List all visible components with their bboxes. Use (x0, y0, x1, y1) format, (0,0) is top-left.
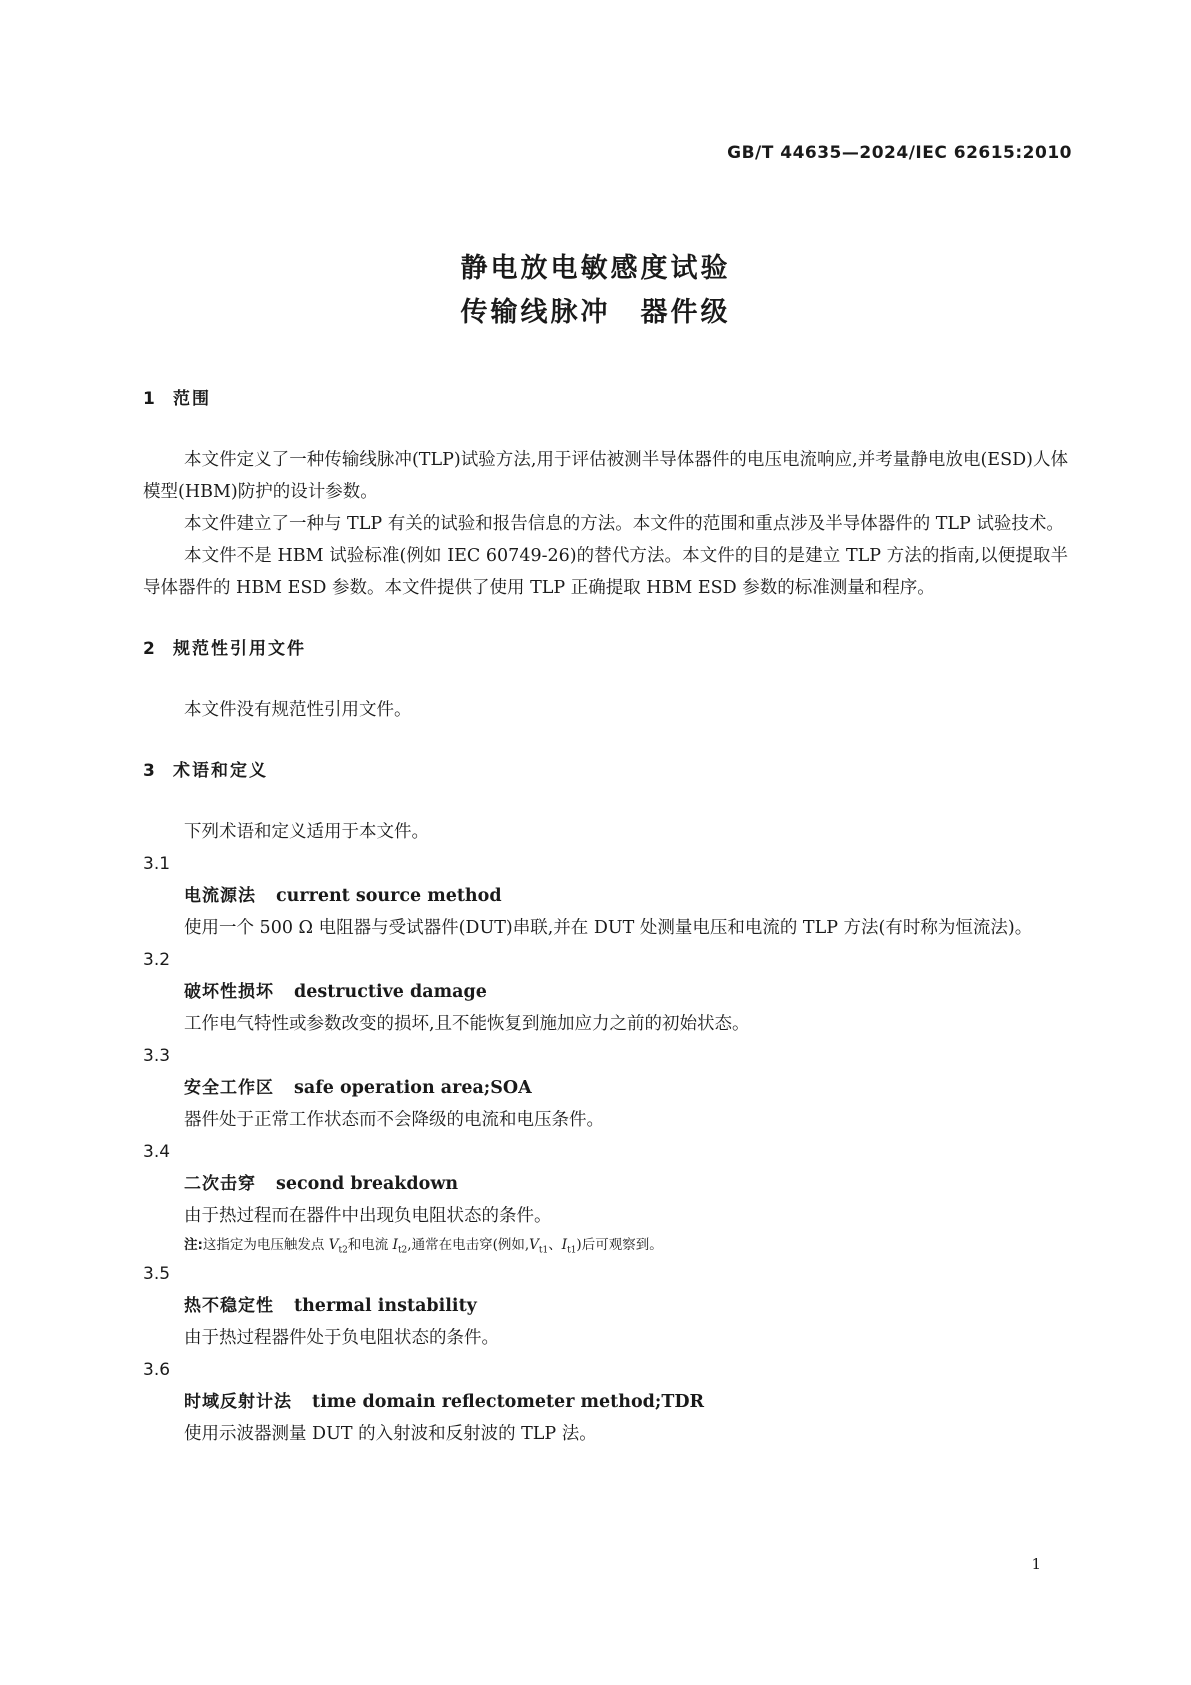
note-var: V (328, 1237, 339, 1253)
term-chinese: 破坏性损坏 (184, 982, 274, 1002)
term-heading (143, 880, 1068, 912)
term-chinese: 安全工作区 (184, 1078, 274, 1098)
scope-paragraph-1: 本文件定义了一种传输线脉冲(TLP)试验方法,用于评估被测半导体器件的电压电流响应,并考量静电放电(ESD)人体模型(HBM)防护的设计参数。 (143, 450, 1068, 502)
term-definition: 使用一个 500 Ω 电阻器与受试器件(DUT)串联,并在 DUT 处测量电压和电流的 TLP 方法(有时称为恒流法)。 (184, 918, 1033, 938)
document-body (143, 384, 1068, 1450)
note-subscript: t1 (567, 1245, 577, 1256)
note-label: 注: (184, 1237, 203, 1253)
term-number: 3.4 (143, 1142, 171, 1162)
note-var: I (392, 1237, 398, 1253)
section-heading-normative-references (143, 634, 1068, 664)
section-title: 范围 (173, 389, 211, 409)
term-number: 3.3 (143, 1046, 171, 1066)
term-definition: 使用示波器测量 DUT 的入射波和反射波的 TLP 法。 (184, 1424, 597, 1444)
note-subscript: t2 (338, 1245, 348, 1256)
section-number: 2 (143, 639, 155, 659)
document-title-line2: 传输线脉冲 器件级 (460, 297, 731, 328)
term-heading (143, 976, 1068, 1008)
term-chinese: 电流源法 (184, 886, 256, 906)
section-heading-scope (143, 384, 1068, 414)
section-number: 3 (143, 761, 155, 781)
term-note (143, 1232, 1068, 1258)
section-title: 规范性引用文件 (173, 639, 306, 659)
section-title: 术语和定义 (173, 761, 268, 781)
normative-references-paragraph: 本文件没有规范性引用文件。 (184, 700, 412, 720)
term-definition: 器件处于正常工作状态而不会降级的电流和电压条件。 (184, 1110, 604, 1130)
note-subscript: t2 (397, 1245, 408, 1256)
term-english: second breakdown (276, 1174, 459, 1194)
note-text: 和电流 (347, 1237, 393, 1253)
note-text: 、 (548, 1237, 562, 1253)
term-number: 3.1 (143, 854, 171, 874)
term-heading (143, 1386, 1068, 1418)
term-heading (143, 1290, 1068, 1322)
scope-paragraph-3: 本文件不是 HBM 试验标准(例如 IEC 60749-26)的替代方法。本文件的目的是建立 TLP 方法的指南,以便提取半导体器件的 HBM ESD 参数。本文件提供了使用 TLP 正确提取 HBM ESD 参数的标准测量和程序。 (143, 546, 1068, 598)
term-number: 3.2 (143, 950, 171, 970)
term-chinese: 二次击穿 (184, 1174, 256, 1194)
standard-code: GB/T 44635—2024/IEC 62615:2010 (727, 143, 1072, 163)
scope-paragraph-2: 本文件建立了一种与 TLP 有关的试验和报告信息的方法。本文件的范围和重点涉及半导体器件的 TLP 试验技术。 (184, 514, 1064, 534)
note-var: I (561, 1237, 568, 1253)
term-definition: 由于热过程器件处于负电阻状态的条件。 (184, 1328, 499, 1348)
section-number: 1 (143, 389, 155, 409)
term-english: thermal instability (294, 1296, 477, 1316)
note-subscript: t1 (538, 1245, 549, 1256)
document-title-line1: 静电放电敏感度试验 (460, 253, 731, 284)
note-text: )后可观察到。 (576, 1237, 663, 1253)
term-english: time domain reflectometer method;TDR (312, 1392, 705, 1412)
term-english: current source method (276, 886, 502, 906)
note-text: ,通常在电击穿(例如, (407, 1237, 530, 1253)
terms-intro: 下列术语和定义适用于本文件。 (184, 822, 429, 842)
term-english: destructive damage (294, 982, 487, 1002)
section-heading-terms-definitions (143, 756, 1068, 786)
term-number: 3.5 (143, 1264, 171, 1284)
term-chinese: 时域反射计法 (184, 1392, 292, 1412)
note-text: 这指定为电压触发点 (202, 1237, 329, 1253)
term-number: 3.6 (143, 1360, 171, 1380)
term-definition: 工作电气特性或参数改变的损坏,且不能恢复到施加应力之前的初始状态。 (184, 1014, 750, 1034)
term-heading (143, 1072, 1068, 1104)
term-chinese: 热不稳定性 (184, 1296, 274, 1316)
term-heading (143, 1168, 1068, 1200)
term-definition: 由于热过程而在器件中出现负电阻状态的条件。 (184, 1206, 552, 1226)
page-number: 1 (1031, 1555, 1041, 1573)
term-english: safe operation area;SOA (294, 1078, 532, 1098)
note-var: V (529, 1237, 539, 1253)
